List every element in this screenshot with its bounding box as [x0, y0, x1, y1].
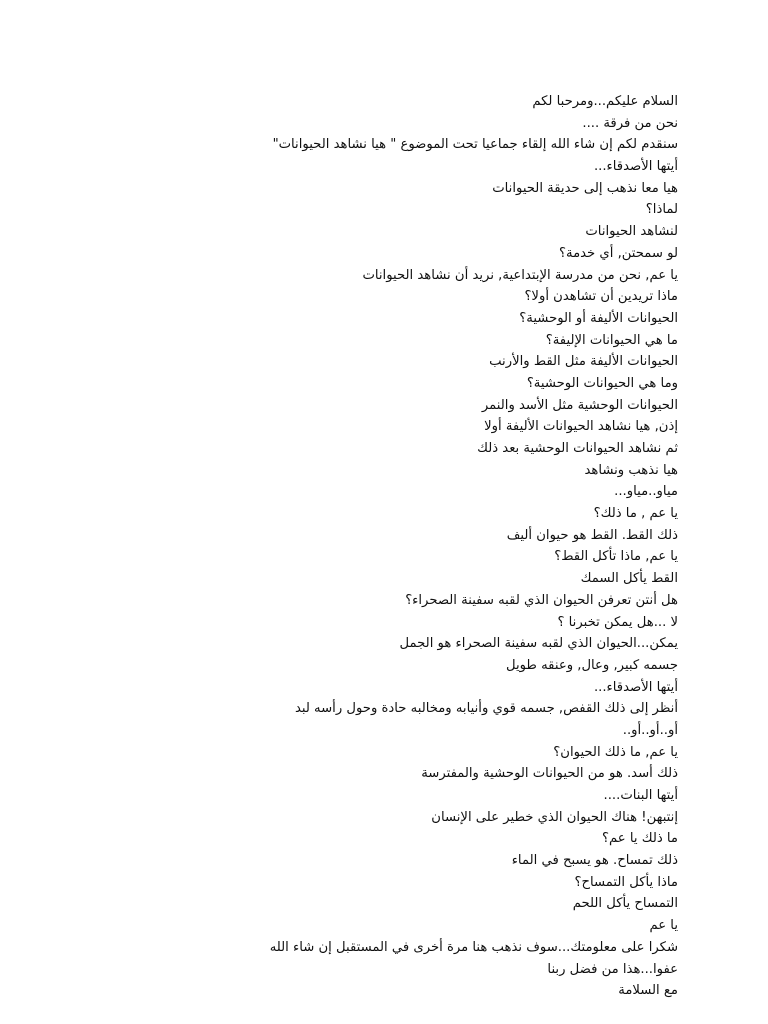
dialogue-line: يا عم, نحن من مدرسة الإبتداعية, نريد أن نشاهد الحيوانات — [362, 267, 678, 283]
dialogue-line: يا عم , ما ذلك؟ — [593, 506, 678, 522]
dialogue-line: وما هي الحيوانات الوحشية؟ — [526, 375, 678, 391]
dialogue-line: الحيوانات الوحشية مثل الأسد والنمر — [481, 397, 678, 413]
dialogue-line: يا عم, ماذا تأكل القط؟ — [554, 549, 678, 565]
dialogue-line: هل أنتن تعرفن الحيوان الذي لقبه سفينة الصحراء؟ — [405, 592, 678, 608]
dialogue-line: ذلك تمساح. هو يسبح في الماء — [511, 853, 678, 869]
dialogue-line: يمكن...الحيوان الذي لقبه سفينة الصحراء هو الجمل — [399, 636, 678, 652]
dialogue-line: نحن من فرقة .... — [582, 115, 678, 131]
dialogue-line: الحيوانات الأليفة أو الوحشية؟ — [519, 310, 678, 326]
dialogue-line: لا ...هل يمكن تخبرنا ؟ — [557, 614, 678, 630]
dialogue-line: مع السلامة — [618, 983, 678, 999]
dialogue-line: أيتها الأصدقاء... — [593, 679, 678, 695]
dialogue-line: أو..أو..أو.. — [622, 722, 678, 738]
dialogue-line: التمساح يأكل اللحم — [572, 896, 678, 912]
dialogue-line: ما ذلك يا عم؟ — [602, 831, 678, 847]
dialogue-line: يا عم, ما ذلك الحيوان؟ — [553, 744, 678, 760]
dialogue-line: إذن, هيا نشاهد الحيوانات الأليفة أولا — [484, 419, 678, 435]
dialogue-line: عفوا...هذا من فضل ربنا — [547, 961, 678, 977]
dialogue-line: ما هي الحيوانات الإليفة؟ — [545, 332, 678, 348]
dialogue-line: ماذا يأكل التمساح؟ — [574, 874, 678, 890]
dialogue-line: هيا معا نذهب إلى حديقة الحيوانات — [492, 180, 678, 196]
dialogue-line: ذلك أسد. هو من الحيوانات الوحشية والمفترسة — [421, 766, 678, 782]
dialogue-line: السلام عليكم...ومرحبا لكم — [532, 94, 678, 109]
dialogue-line: هيا نذهب ونشاهد — [584, 462, 678, 478]
dialogue-line: لو سمحتن, أي خدمة؟ — [559, 245, 678, 261]
dialogue-line: إنتبهن! هناك الحيوان الذي خطير على الإنسان — [431, 809, 678, 825]
dialogue-line: الحيوانات الأليفة مثل القط والأرنب — [489, 354, 678, 370]
dialogue-line: شكرا على معلومتك...سوف نذهب هنا مرة أخرى في المستقبل إن شاء الله — [269, 939, 678, 955]
dialogue-line: سنقدم لكم إن شاء الله إلقاء جماعيا تحت الموضوع " هيا نشاهد الحيوانات" — [272, 137, 678, 153]
dialogue-line: ثم نشاهد الحيوانات الوحشية بعد ذلك — [477, 441, 678, 456]
dialogue-line: ذلك القط. القط هو حيوان أليف — [506, 527, 678, 543]
dialogue-line: ماذا تريدين أن تشاهدن أولا؟ — [524, 289, 678, 305]
dialogue-line: أيتها البنات.... — [603, 788, 678, 803]
dialogue-line: لنشاهد الحيوانات — [585, 224, 678, 240]
dialogue-line: أنظر إلى ذلك القفص, جسمه قوي وأنيابه ومخالبه حادة وحول رأسه لبد — [294, 701, 678, 717]
dialogue-line: القط يأكل السمك — [580, 571, 678, 587]
dialogue-text — [118, 91, 678, 1002]
dialogue-line: جسمه كبير, وعال, وعنقه طويل — [505, 657, 678, 673]
dialogue-line: أيتها الأصدقاء... — [593, 159, 678, 175]
dialogue-line: يا عم — [649, 918, 678, 934]
dialogue-line: لماذا؟ — [645, 202, 678, 218]
dialogue-line: مياو..مياو... — [614, 484, 678, 500]
